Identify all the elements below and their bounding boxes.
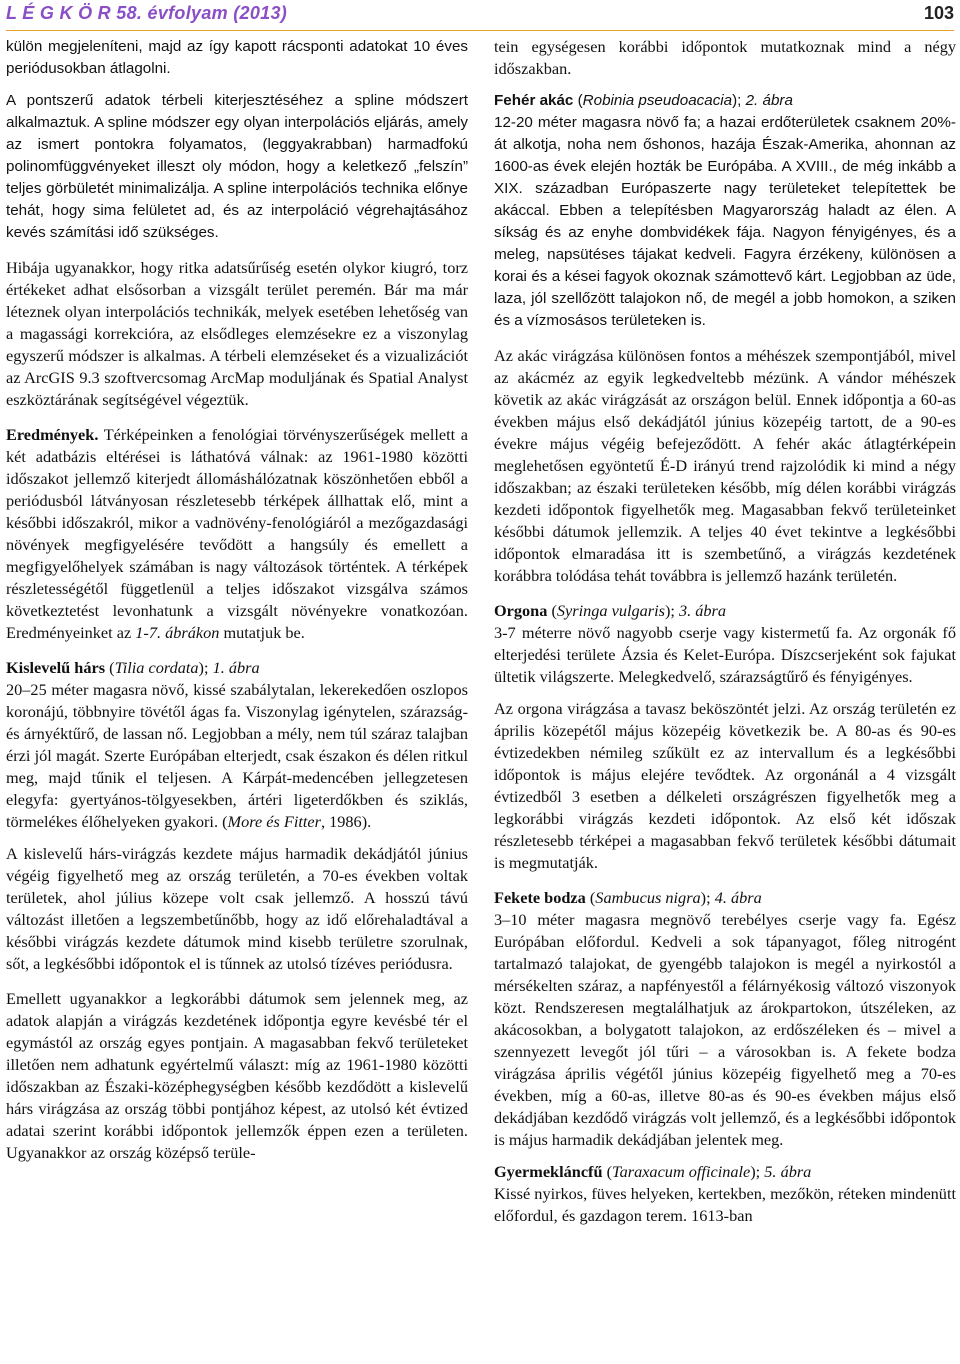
text: mutatjuk be. [219,623,305,642]
text: Térképeinken a fenológiai törvényszerűségek mellett a két adatbázis eltérései is láthatóvá válnak: az 1961-1980 közötti időszakot jellemző kiterjedt állomáshálózatnak köszönhetően ebből a periódusból látványosan részletesebb térképek állhattak elő, mint a későbbi időszakról, mikor a vadnövény-fenológiáról a mezőgazdasági növények megfigyelésére tevődött a hangsúly és emellett a megfigyelőhelyek számában is nagy változások történtek. A térképek részletességétől függetlenül a teljes időszakot vizsgálva számos következtetést levonhatunk a vizsgált növényekre vonatkozóan. Eredményeinket az [6,425,468,642]
species-description: 20–25 méter magasra növő, kissé szabálytalan, lekerekedően oszlopos koronájú, többnyire tövétől ágas fa. Viszonylag igénytelen, szárazság- és árnyéktűrő, de lassan nő. Legjobban a mély, nem túl száraz talajban érzi jól magát. Szerte Európában elterjedt, csak északon és délen ritkul meg, majd tűnik el teljesen. A Kárpát-medencében jellegzetesen elegyfa: gyertyános-tölgyesekben, ártéri ligeterdőkben és sziklás, törmelékes élőhelyeken gyakori. ( [6,680,468,831]
figure-reference: 2. ábra [745,92,793,109]
species-description: Kissé nyirkos, füves helyeken, kertekben, mezőkön, réteken mindenütt előfordul, és gazdagon terem. 1613-ban [494,1184,956,1225]
figure-reference: 3. ábra [678,601,727,620]
paragraph: A pontszerű adatok térbeli kiterjesztéséhez a spline módszert alkalmaztuk. A spline módszer egy olyan interpolációs eljárás, amely az ismert pontokra folyamatos, (leggyakrabban) harmadfokú polinomfüggvényeket illeszt oly módon, hogy a keletkező „felszín” teljes görbületét minimalizálja. A spline interpolációs technika előnye tehát, hogy sima felületet ad, és az interpoláció végrehajtásához kevés számítási idő szükséges. [6,92,468,241]
paragraph: Az akác virágzása különösen fontos a méhészek szempontjából, mivel az akácméz az egyik legkedveltebb mézünk. A vándor méhészek követik az akác virágzását az országon belül. Ennek időpontja a 60-as években május első dekádjától június közepéig tartott, de a 90-es évekre május végéig befejeződött. A fehér akác átlagtérképein meglehetősen egyöntetű É-D irányú trend rajzolódik ki mind a négy időszakban; az északi területeken később, míg délen korábbi virágzás kezdeti időpontok figyelhetők meg. Magasabban fekvő területeinket későbbi dátumok jellemzik. A teljes 40 évet tekintve a legkésőbbi időpontok elmaradása itt is szembetűnő, a virágzás kezdetének korábbra tolódása tehát továbbra is jellemző hazánk területén. [494,346,956,585]
species-name: Kislevelű hárs [6,658,106,677]
left-column [6,36,468,1177]
species-heading: Fehér akác (Robinia pseudoacacia); 2. ábra 12-20 méter magasra növő fa; a hazai erdőterületek csaknem 20%-át alkotja, noha nem őshonos, hazája Észak-Amerika, ahonnan az 1600-as évek elején hozták be Európába. A XVIII., de még inkább a XIX. században Európaszerte nagy területeket telepítettek be akáccal. Ebben a telepítésben Magyarország haladt az élen. A síkság és az enyhe dombvidékek fája. Nagyon fényigényes, és a meleg, napsütéses tájakat kedveli. Fagyra érzékeny, különösen a korai és a kései fagyok okoznak számottevő kárt. Legjobban az üde, laza, jól szellőzött talajokon nő, de megél a jobb homokon, a sziken és a vízmosásos területeken is. [494,92,956,329]
citation: More és Fitter [227,812,321,831]
species-name: Gyermekláncfű [494,1162,603,1181]
species-name: Fekete bodza [494,888,586,907]
species-heading: Kislevelű hárs (Tilia cordata); 1. ábra 20–25 méter magasra növő, kissé szabálytalan, lekerekedően oszlopos koronájú, többnyire tövétől ágas fa. Viszonylag igénytelen, szárazság- és árnyéktűrő, de lassan nő. Legjobban a mély, nem túl száraz talajban érzi jól magát. Szerte Európában elterjedt, csak északon és délen ritkul meg, majd tűnik el teljesen. A Kárpát-medencében jellegzetesen elegyfa: gyertyános-tölgyesekben, ártéri ligeterdőkben és sziklás, törmelékes élőhelyeken gyakori. (More és Fitter, 1986). [6,658,468,831]
paragraph: Hibája ugyanakkor, hogy ritka adatsűrűség esetén olykor kiugró, torz értékeket adhat elsősorban a vizsgált terület peremén. Bár ma már léteznek olyan interpolációs technikák, melyek esetében lehetőség van a magassági korrekcióra, az elsődleges elemzésekre ez a viszonylag egyszerű módszer is alkalmas. A térbeli elemzéseket és a vizualizációt az ArcGIS 9.3 szoftvercsomag ArcMap moduljának és Spatial Analyst eszköztárának segítségével végeztük. [6,258,468,409]
species-heading: Orgona (Syringa vulgaris); 3. ábra 3-7 méterre növő nagyobb cserje vagy kistermetű fa. Az orgonák fő elterjedési területe Ázsia és Kelet-Európa. Díszcserjeként sok fajukat ültetik világszerte. Melegkedvelő, szárazságtűrő és fényigényes. [494,601,956,686]
paragraph: Emellett ugyanakkor a legkorábbi dátumok sem jelennek meg, az adatok alapján a virágzás kezdetének időpontja egyre kevésbé tér el egymástól az ország egyes pontjain. A magasabban fekvő területeket illetően nem adhatunk egyértelmű választ: míg az 1961-1980 közötti időszakban az Északi-középhegységben később kezdődött a kislevelű hárs virágzása az ország többi pontjához képest, az utolsó két évtized adatai szerint korábbi időpontok jellemzők éppen ezen a területen. Ugyanakkor az ország középső terüle- [6,989,468,1162]
species-latin: Taraxacum officinale [612,1162,751,1181]
results-paragraph [6,424,468,644]
page-number: 103 [923,3,954,23]
species-latin: Robinia pseudoacacia [582,92,733,109]
figure-reference: 1. ábra [212,658,260,677]
figure-reference: 4. ábra [714,888,762,907]
paragraph: A kislevelű hárs-virágzás kezdete május harmadik dekádjától június végéig figyelhető meg az ország területén, a 70-es években voltak területek, ahol július közepe volt csak jellemző. A hosszú távú változást illetően a legszembetűnőbb, hogy az idő előrehaladtával a későbbi virágzás kezdete dátumok mind kisebb területre szorulnak, sőt, a legkésőbbi időpontok el is tűnnek az utolsó tízéves periódusra. [6,844,468,973]
species-name: Fehér akác [494,92,574,109]
paragraph: tein egységesen korábbi időpontok mutatkoznak mind a négy időszakban. [494,37,956,78]
species-description: 12-20 méter magasra növő fa; a hazai erdőterületek csaknem 20%-át alkotja, noha nem őshonos, hazája Észak-Amerika, ahonnan az 1600-as évek elején hozták be Európába. A XVIII., de még inkább a XIX. században Európaszerte nagy területeket telepítettek be akáccal. Ebben a telepítésben Magyarország haladt az élen. A síkság és az enyhe dombvidékek fája. Nagyon fényigényes, és a meleg, napsütéses tájakat kedveli. Fagyra érzékeny, különösen a korai és a kései fagyok okoznak számottevő kárt. Legjobban az üde, laza, jól szellőzött talajokon nő, de megél a jobb homokon, a sziken és a vízmosásos területeken is. [494,114,956,329]
paragraph: külön megjeleníteni, majd az így kapott rácsponti adatokat 10 éves periódusokban átlagolni. [6,38,468,77]
figure-reference: 1-7. ábrákon [135,623,220,642]
paragraph: Az orgona virágzása a tavasz beköszöntét jelzi. Az ország területén ez április közepétől május közepéig következik be. A 80-as és 90-es évtizedekben némileg szűkült ez az intervallum és a legkésőbbi időpontok is május elejére tevődtek. Az orgonánál a 4 vizsgált évtizedből 3 esetben a délkeleti országrészen figyelhetők meg a legkorábbi virágzás kezdeti időpontok. Az első két időszak részletesebb térképei a magasabban fekvő területek későbbi dátumait is megmutatják. [494,699,956,872]
species-latin: Tilia cordata [114,658,199,677]
species-description: 3–10 méter magasra megnövő terebélyes cserje vagy fa. Egész Európában előfordul. Kedveli a sok tápanyagot, főleg nitrogént tartalmazó talajokat, de gyengébb talajokon is megél a nyirkostól a mérsékelten száraz, a napfényestől a félárnyékosig változó viszonyok közt. Rendszeresen megtalálhatjuk az árokpartokon, útszéleken, az akácosokban, a bolygatott talajokon, az erdőszéleken és – mivel a szennyezett levegőt jól tűri – a városokban is. A fekete bodza virágzása április végétől június közepéig figyelhető meg a 70-es években, míg a 60-as, illetve 80-as és 90-es években május első dekádjában kezdődő virágzás volt jellemző, és a legkésőbbi időpontok is május harmadik dekádjában jelentek meg. [494,910,956,1149]
species-heading: Gyermekláncfű (Taraxacum officinale); 5. ábra Kissé nyirkos, füves helyeken, kertekben, mezőkön, réteken mindenütt előfordul, és gazdagon terem. 1613-ban [494,1162,956,1225]
figure-reference: 5. ábra [764,1162,812,1181]
journal-title: L É G K Ö R 58. évfolyam (2013) [6,3,288,23]
page-header [6,0,954,31]
section-heading: Eredmények. [6,425,99,444]
citation-year: , 1986). [320,812,372,831]
species-heading: Fekete bodza (Sambucus nigra); 4. ábra 3–10 méter magasra megnövő terebélyes cserje vagy fa. Egész Európában előfordul. Kedveli a sok tápanyagot, főleg nitrogént tartalmazó talajokat, de gyengébb talajokon is megél a nyirkostól a mérsékelten száraz, a napfényestől a félárnyékosig változó viszonyok közt. Rendszeresen megtalálhatjuk az árokpartokon, útszéleken, az akácosokban, a bolygatott talajokon, az erdőszéleken és – mivel a szennyezett levegőt jól tűri – a városokban is. A fekete bodza virágzása április végétől június közepéig figyelhető meg a 70-es években, míg a 60-as, illetve 80-as és 90-es években május első dekádjában kezdődő virágzás volt jellemző, és a legkésőbbi időpontok is május harmadik dekádjában jelentek meg. [494,888,956,1149]
species-latin: Sambucus nigra [595,888,701,907]
species-latin: Syringa vulgaris [556,601,665,620]
right-column [494,36,956,1240]
species-description: 3-7 méterre növő nagyobb cserje vagy kistermetű fa. Az orgonák fő elterjedési területe Ázsia és Kelet-Európa. Díszcserjeként sok fajukat ültetik világszerte. Melegkedvelő, szárazságtűrő és fényigényes. [494,623,956,686]
species-name: Orgona [494,601,548,620]
